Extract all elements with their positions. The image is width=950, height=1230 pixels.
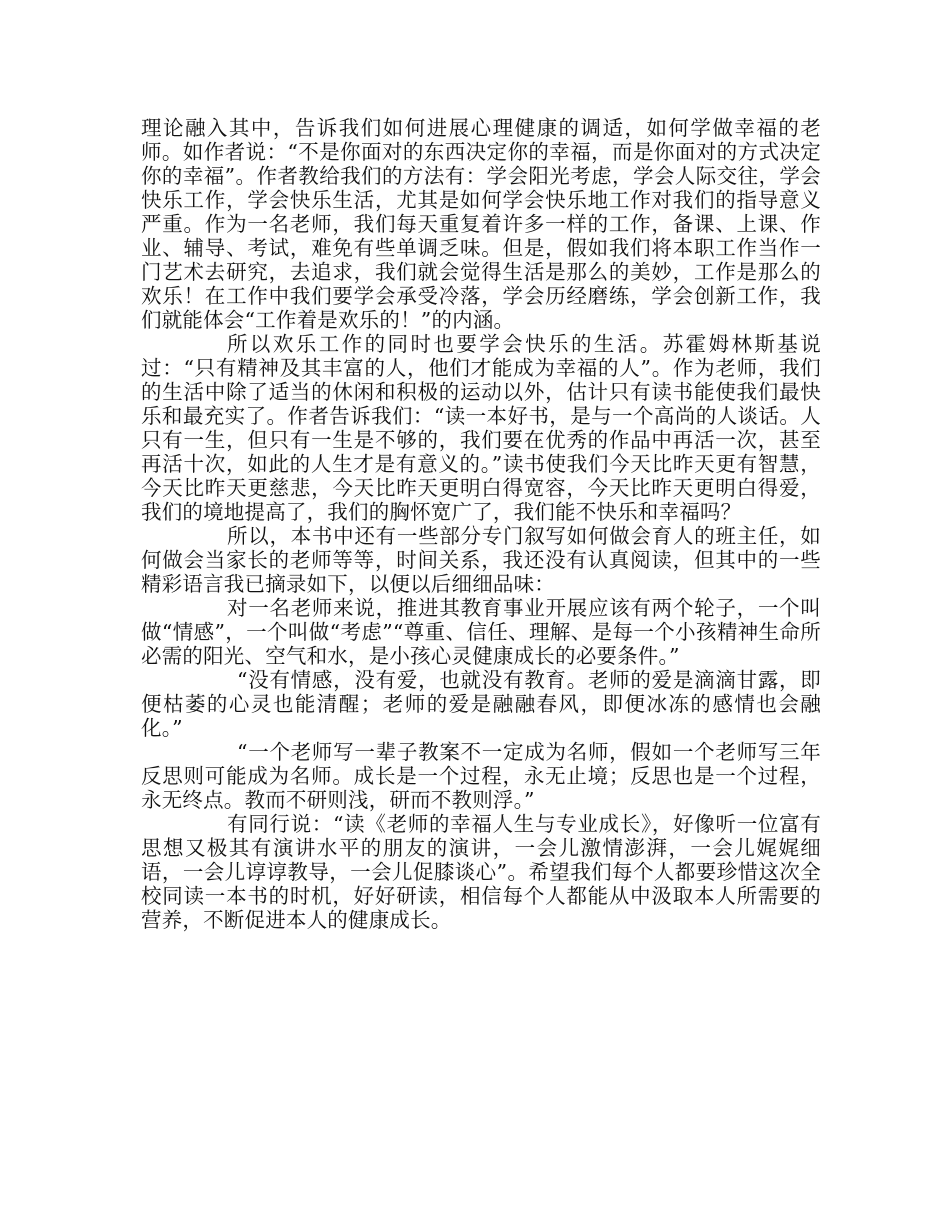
- document-body: [141, 116, 821, 932]
- paragraph-1: 理论融入其中，告诉我们如何进展心理健康的调适，如何学做幸福的老师。如作者说：“不是你面对的东西决定你的幸福，而是你面对的方式决定你的幸福”。作者教给我们的方法有：学会阳光考虑，学会人际交往，学会快乐工作，学会快乐生活，尤其是如何学会快乐地工作对我们的指导意义严重。作为一名老师，我们每天重复着许多一样的工作，备课、上课、作业、辅导、考试，难免有些单调乏味。但是，假如我们将本职工作当作一门艺术去研究，去追求，我们就会觉得生活是那么的美妙，工作是那么的欢乐！在工作中我们要学会承受冷落，学会历经磨练，学会创新工作，我们就能体会“工作着是欢乐的！”的内涵。: [141, 116, 821, 332]
- paragraph-6: “一个老师写一辈子教案不一定成为名师，假如一个老师写三年反思则可能成为名师。成长是一个过程，永无止境；反思也是一个过程，永无终点。教而不研则浅，研而不教则浮。”: [141, 740, 821, 812]
- paragraph-5: “没有情感，没有爱，也就没有教育。老师的爱是滴滴甘露，即便枯萎的心灵也能清醒；老师的爱是融融春风，即便冰冻的感情也会融化。”: [141, 668, 821, 740]
- paragraph-3: 所以，本书中还有一些部分专门叙写如何做会育人的班主任，如何做会当家长的老师等等，时间关系，我还没有认真阅读，但其中的一些精彩语言我已摘录如下，以便以后细细品味：: [141, 524, 821, 596]
- paragraph-7: 有同行说：“读《老师的幸福人生与专业成长》，好像听一位富有思想又极其有演讲水平的朋友的演讲，一会儿激情澎湃，一会儿娓娓细语，一会儿谆谆教导，一会儿促膝谈心”。希望我们每个人都要珍惜这次全校同读一本书的时机，好好研读，相信每个人都能从中汲取本人所需要的营养，不断促进本人的健康成长。: [141, 812, 821, 932]
- paragraph-4: 对一名老师来说，推进其教育事业开展应该有两个轮子，一个叫做“情感”，一个叫做“考虑”“尊重、信任、理解、是每一个小孩精神生命所必需的阳光、空气和水，是小孩心灵健康成长的必要条件。”: [141, 596, 821, 668]
- paragraph-2: 所以欢乐工作的同时也要学会快乐的生活。苏霍姆林斯基说过：“只有精神及其丰富的人，他们才能成为幸福的人”。作为老师，我们的生活中除了适当的休闲和积极的运动以外，估计只有读书能使我们最快乐和最充实了。作者告诉我们：“读一本好书，是与一个高尚的人谈话。人只有一生，但只有一生是不够的，我们要在优秀的作品中再活一次，甚至再活十次，如此的人生才是有意义的。”读书使我们今天比昨天更有智慧，今天比昨天更慈悲，今天比昨天更明白得宽容，今天比昨天更明白得爱，我们的境地提高了，我们的胸怀宽广了，我们能不快乐和幸福吗？: [141, 332, 821, 524]
